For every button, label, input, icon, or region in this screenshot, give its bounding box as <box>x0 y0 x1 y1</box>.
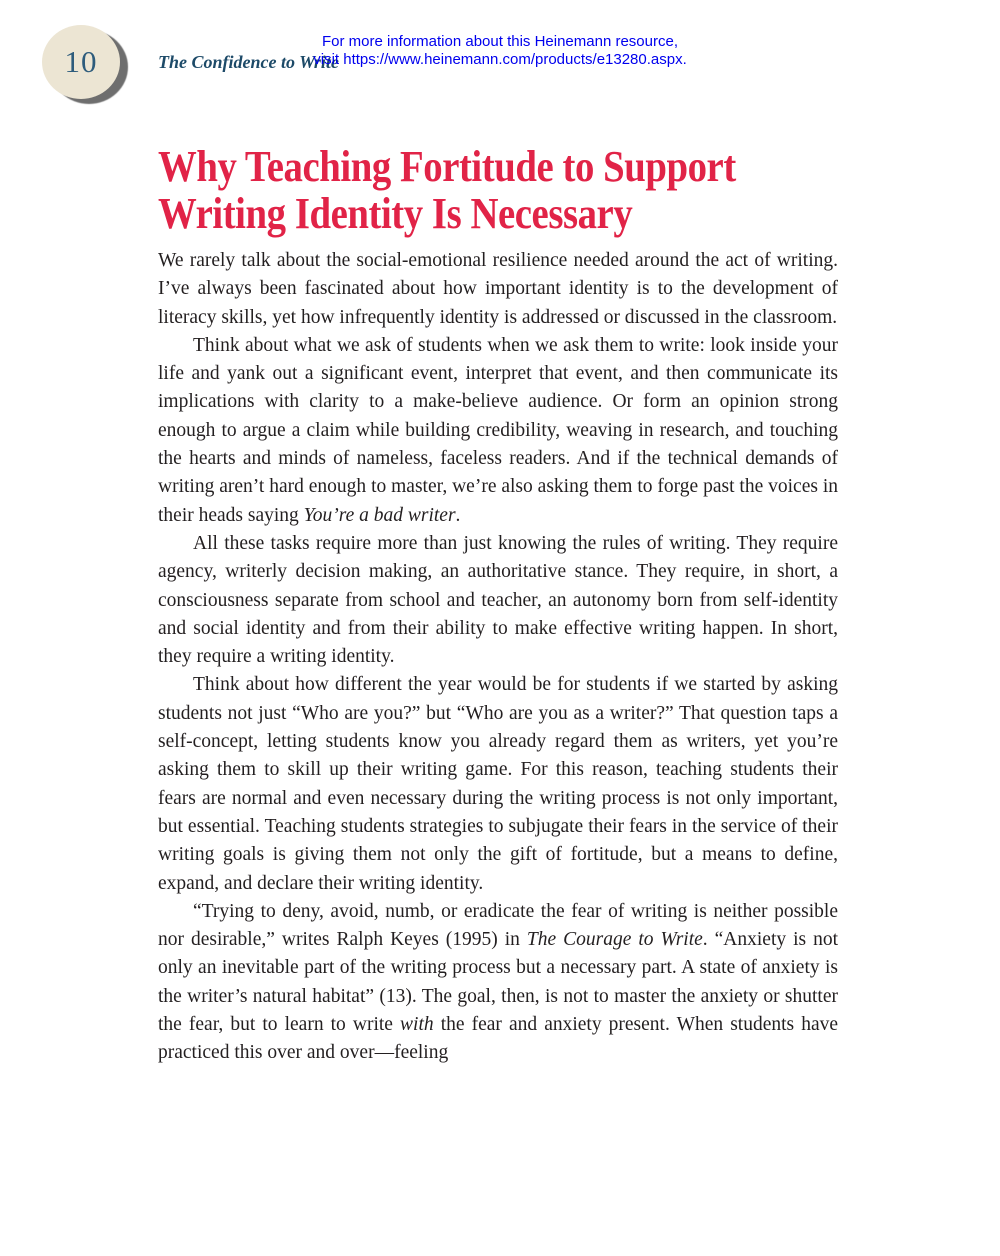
italic-text-run: with <box>400 1014 434 1036</box>
resource-notice-line1: For more information about this Heinemann resource, <box>321 33 678 50</box>
italic-text-run: You’re a bad writer <box>303 504 456 526</box>
chapter-title: Why Teaching Fortitude to Support Writing Identity Is Necessary <box>158 142 736 238</box>
italic-text-run: The Courage to Write <box>526 929 703 951</box>
body-text <box>158 247 838 1068</box>
paragraph <box>158 898 838 1068</box>
text-run: . <box>455 504 461 526</box>
paragraph <box>158 530 838 671</box>
text-run: Think about what we ask of students when we ask them to write: look inside your life and yank out a significant event, interpret that event, and then communicate its implications with clarity to a make-believe audience. Or form an opinion strong enough to argue a claim while building credibility, weaving in research, and touching the hearts and minds of nameless, faceless readers. And if the technical demands of writing aren’t hard enough to master, we’re also asking them to forge past the voices in their heads saying <box>158 334 838 526</box>
running-head: The Confidence to Write <box>158 52 339 72</box>
text-column <box>158 143 838 1068</box>
text-run: We rarely talk about the social-emotional resilience needed around the act of writing. I’ve always been fascinated about how important identity is to the development of literacy skills, yet how infrequently identity is addressed or discussed in the classroom. <box>158 250 838 328</box>
paragraph <box>158 332 838 530</box>
page-number: 10 <box>64 44 98 79</box>
text-run: All these tasks require more than just knowing the rules of writing. They require agency, writerly decision making, an authoritative stance. They require, in short, a consciousness separate from school and teacher, an autonomy born from self-identity and social identity and from their ability to make effective writing happen. In short, they require a writing identity. <box>158 532 838 668</box>
resource-notice-url[interactable]: visit https://www.heinemann.com/products/e13280.aspx. <box>313 51 687 68</box>
paragraph <box>158 247 838 332</box>
paragraph <box>158 671 838 897</box>
text-run: “Trying to deny, avoid, numb, or eradicate the fear of writing is neither possible nor desirable,” writes Ralph Keyes (1995) in <box>158 900 838 951</box>
resource-notice <box>0 33 1000 69</box>
text-run: . “Anxiety is not only an inevitable part of the writing process but a necessary part. A state of anxiety is the writer’s natural habitat” (13). The goal, then, is not to master the anxiety or shutter the fear, but to learn to write <box>158 929 839 1036</box>
text-run: Think about how different the year would be for students if we started by asking students not just “Who are you?” but “Who are you as a writer?” That question taps a self-concept, letting students know you already regard them as writers, yet you’re asking them to skill up their writing game. For this reason, teaching students their fears are normal and even necessary during the writing process is not only important, but essential. Teaching students strategies to subjugate their fears in the service of their writing goals is giving them not only the gift of fortitude, but a means to define, expand, and declare their writing identity. <box>158 674 838 894</box>
text-run: the fear and anxiety present. When students have practiced this over and over—feeling <box>158 1014 838 1064</box>
